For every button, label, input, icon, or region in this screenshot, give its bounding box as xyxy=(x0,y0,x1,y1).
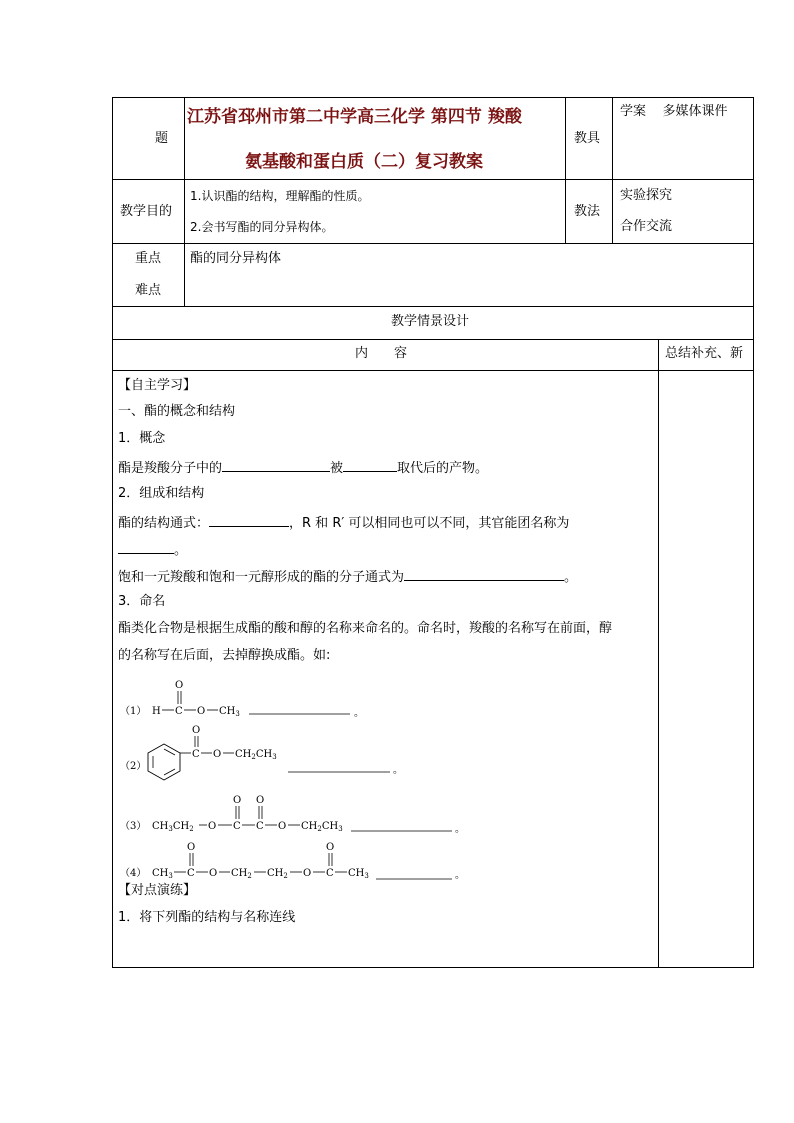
practice-item: 1．将下列酯的结构与名称连线 xyxy=(118,910,296,925)
svg-text:C: C xyxy=(326,868,334,879)
objective-item: 2.会书写酯的同分异构体。 xyxy=(190,220,334,234)
svg-text:CH2CH3: $CH_2CH_3$ xyxy=(235,749,277,761)
example-number: （4） xyxy=(120,868,147,879)
svg-text:。: 。 xyxy=(354,708,364,719)
fill-blank[interactable] xyxy=(222,457,330,472)
svg-text:O: O xyxy=(326,842,335,853)
title-label: 题 xyxy=(155,131,169,146)
item-concept: 1．概念 xyxy=(118,431,166,446)
naming-text: 酯类化合物是根据生成酯的酸和醇的名称来命名的。命名时，羧酸的名称写在前面，醇 xyxy=(118,621,613,636)
method-label: 教法 xyxy=(574,204,601,219)
design-heading: 教学情景设计 xyxy=(391,314,470,329)
col-divider xyxy=(612,97,613,243)
svg-text:O: O xyxy=(303,868,312,879)
svg-text:C: C xyxy=(192,749,200,760)
col-divider xyxy=(184,243,185,306)
section-heading: 一、酯的概念和结构 xyxy=(118,404,236,419)
ester-structure-4 xyxy=(120,842,465,881)
method-item: 实验探究 xyxy=(620,188,673,203)
svg-text:O: O xyxy=(175,680,184,691)
svg-text:C: C xyxy=(256,821,264,832)
item-naming: 3．命名 xyxy=(118,594,166,609)
structure-text: 酯的结构通式： xyxy=(118,516,210,531)
fill-blank[interactable] xyxy=(404,566,564,581)
example-number: （3） xyxy=(120,821,147,832)
table-border-right xyxy=(753,97,754,968)
svg-text:O: O xyxy=(213,749,222,760)
svg-text:CH3CH2: $CH_3CH_2$ xyxy=(152,821,194,833)
row-divider xyxy=(112,179,753,180)
svg-text:O: O xyxy=(197,706,206,717)
fill-blank[interactable] xyxy=(118,539,174,554)
svg-text:CH3: $CH_3$ xyxy=(219,706,240,718)
item-structure: 2．组成和结构 xyxy=(118,486,205,501)
objective-item: 1.认识酯的结构，理解酯的性质。 xyxy=(190,189,370,203)
example-number: （1） xyxy=(120,706,147,717)
table-border-top xyxy=(112,97,753,98)
col-divider xyxy=(184,97,185,243)
method-item: 合作交流 xyxy=(620,219,673,234)
svg-text:O: O xyxy=(208,821,217,832)
saturated-line xyxy=(118,566,577,587)
svg-text:CH2: $CH_2$ xyxy=(231,868,252,880)
svg-text:O: O xyxy=(187,842,196,853)
svg-text:CH2CH3: $CH_2CH_3$ xyxy=(301,821,343,833)
svg-text:C: C xyxy=(187,868,195,879)
structure-text: ，R 和 R′ 可以相同也可以不同，其官能团名称为 xyxy=(289,516,570,531)
naming-text: 的名称写在后面，去掉醇换成酯。如: xyxy=(118,648,331,663)
fill-blank[interactable] xyxy=(343,457,397,472)
row-divider xyxy=(112,306,753,307)
table-border-bottom xyxy=(112,967,754,968)
structure-text: 。 xyxy=(174,543,188,558)
concept-text: 被 xyxy=(330,461,344,476)
chemical-structures xyxy=(118,672,478,887)
side-header: 总结补充、新 xyxy=(665,346,744,361)
teaching-aids-label: 教具 xyxy=(574,131,601,146)
saturated-text: 。 xyxy=(564,570,578,585)
example-number: （2） xyxy=(120,761,147,772)
svg-text:O: O xyxy=(233,795,242,806)
self-study-heading: 【自主学习】 xyxy=(118,378,197,393)
svg-text:H: H xyxy=(152,706,161,717)
svg-text:CH3: $CH_3$ xyxy=(152,868,173,880)
practice-heading: 【对点演练】 xyxy=(118,883,197,898)
difficulty-label: 难点 xyxy=(135,283,162,298)
concept-line xyxy=(118,457,488,478)
col-divider xyxy=(658,339,659,967)
keypoint-content: 酯的同分异构体 xyxy=(190,251,282,266)
svg-text:。: 。 xyxy=(455,824,465,835)
row-divider xyxy=(112,370,753,371)
col-divider xyxy=(565,97,566,243)
fill-blank[interactable] xyxy=(209,512,289,527)
objectives-label: 教学目的 xyxy=(120,204,173,219)
structure-line2 xyxy=(118,539,187,560)
ester-structure-3 xyxy=(120,795,465,835)
structure-line xyxy=(118,512,569,533)
svg-text:O: O xyxy=(209,868,218,879)
svg-text:C: C xyxy=(175,706,183,717)
keypoint-label: 重点 xyxy=(135,251,162,266)
page-title-line2: 氨基酸和蛋白质（二）复习教案 xyxy=(245,152,483,172)
page-title: 江苏省邳州市第二中学高三化学 第四节 羧酸 xyxy=(187,107,522,127)
svg-text:。: 。 xyxy=(455,870,465,881)
svg-text:CH2: $CH_2$ xyxy=(267,868,288,880)
svg-text:O: O xyxy=(278,821,287,832)
content-header: 内 容 xyxy=(355,346,408,361)
svg-text:O: O xyxy=(192,725,201,736)
svg-text:O: O xyxy=(256,795,265,806)
svg-text:CH3: $CH_3$ xyxy=(348,868,369,880)
ester-structure-1 xyxy=(120,680,364,719)
svg-text:。: 。 xyxy=(393,765,403,776)
row-divider xyxy=(112,339,753,340)
svg-text:C: C xyxy=(233,821,241,832)
concept-text: 酯是羧酸分子中的 xyxy=(118,461,223,476)
teaching-aids-value: 学案 多媒体课件 xyxy=(620,104,728,119)
ester-structure-2 xyxy=(120,725,403,780)
row-divider xyxy=(112,243,753,244)
table-border-left xyxy=(112,97,113,968)
saturated-text: 饱和一元羧酸和饱和一元醇形成的酯的分子通式为 xyxy=(118,570,405,585)
concept-text: 取代后的产物。 xyxy=(397,461,489,476)
